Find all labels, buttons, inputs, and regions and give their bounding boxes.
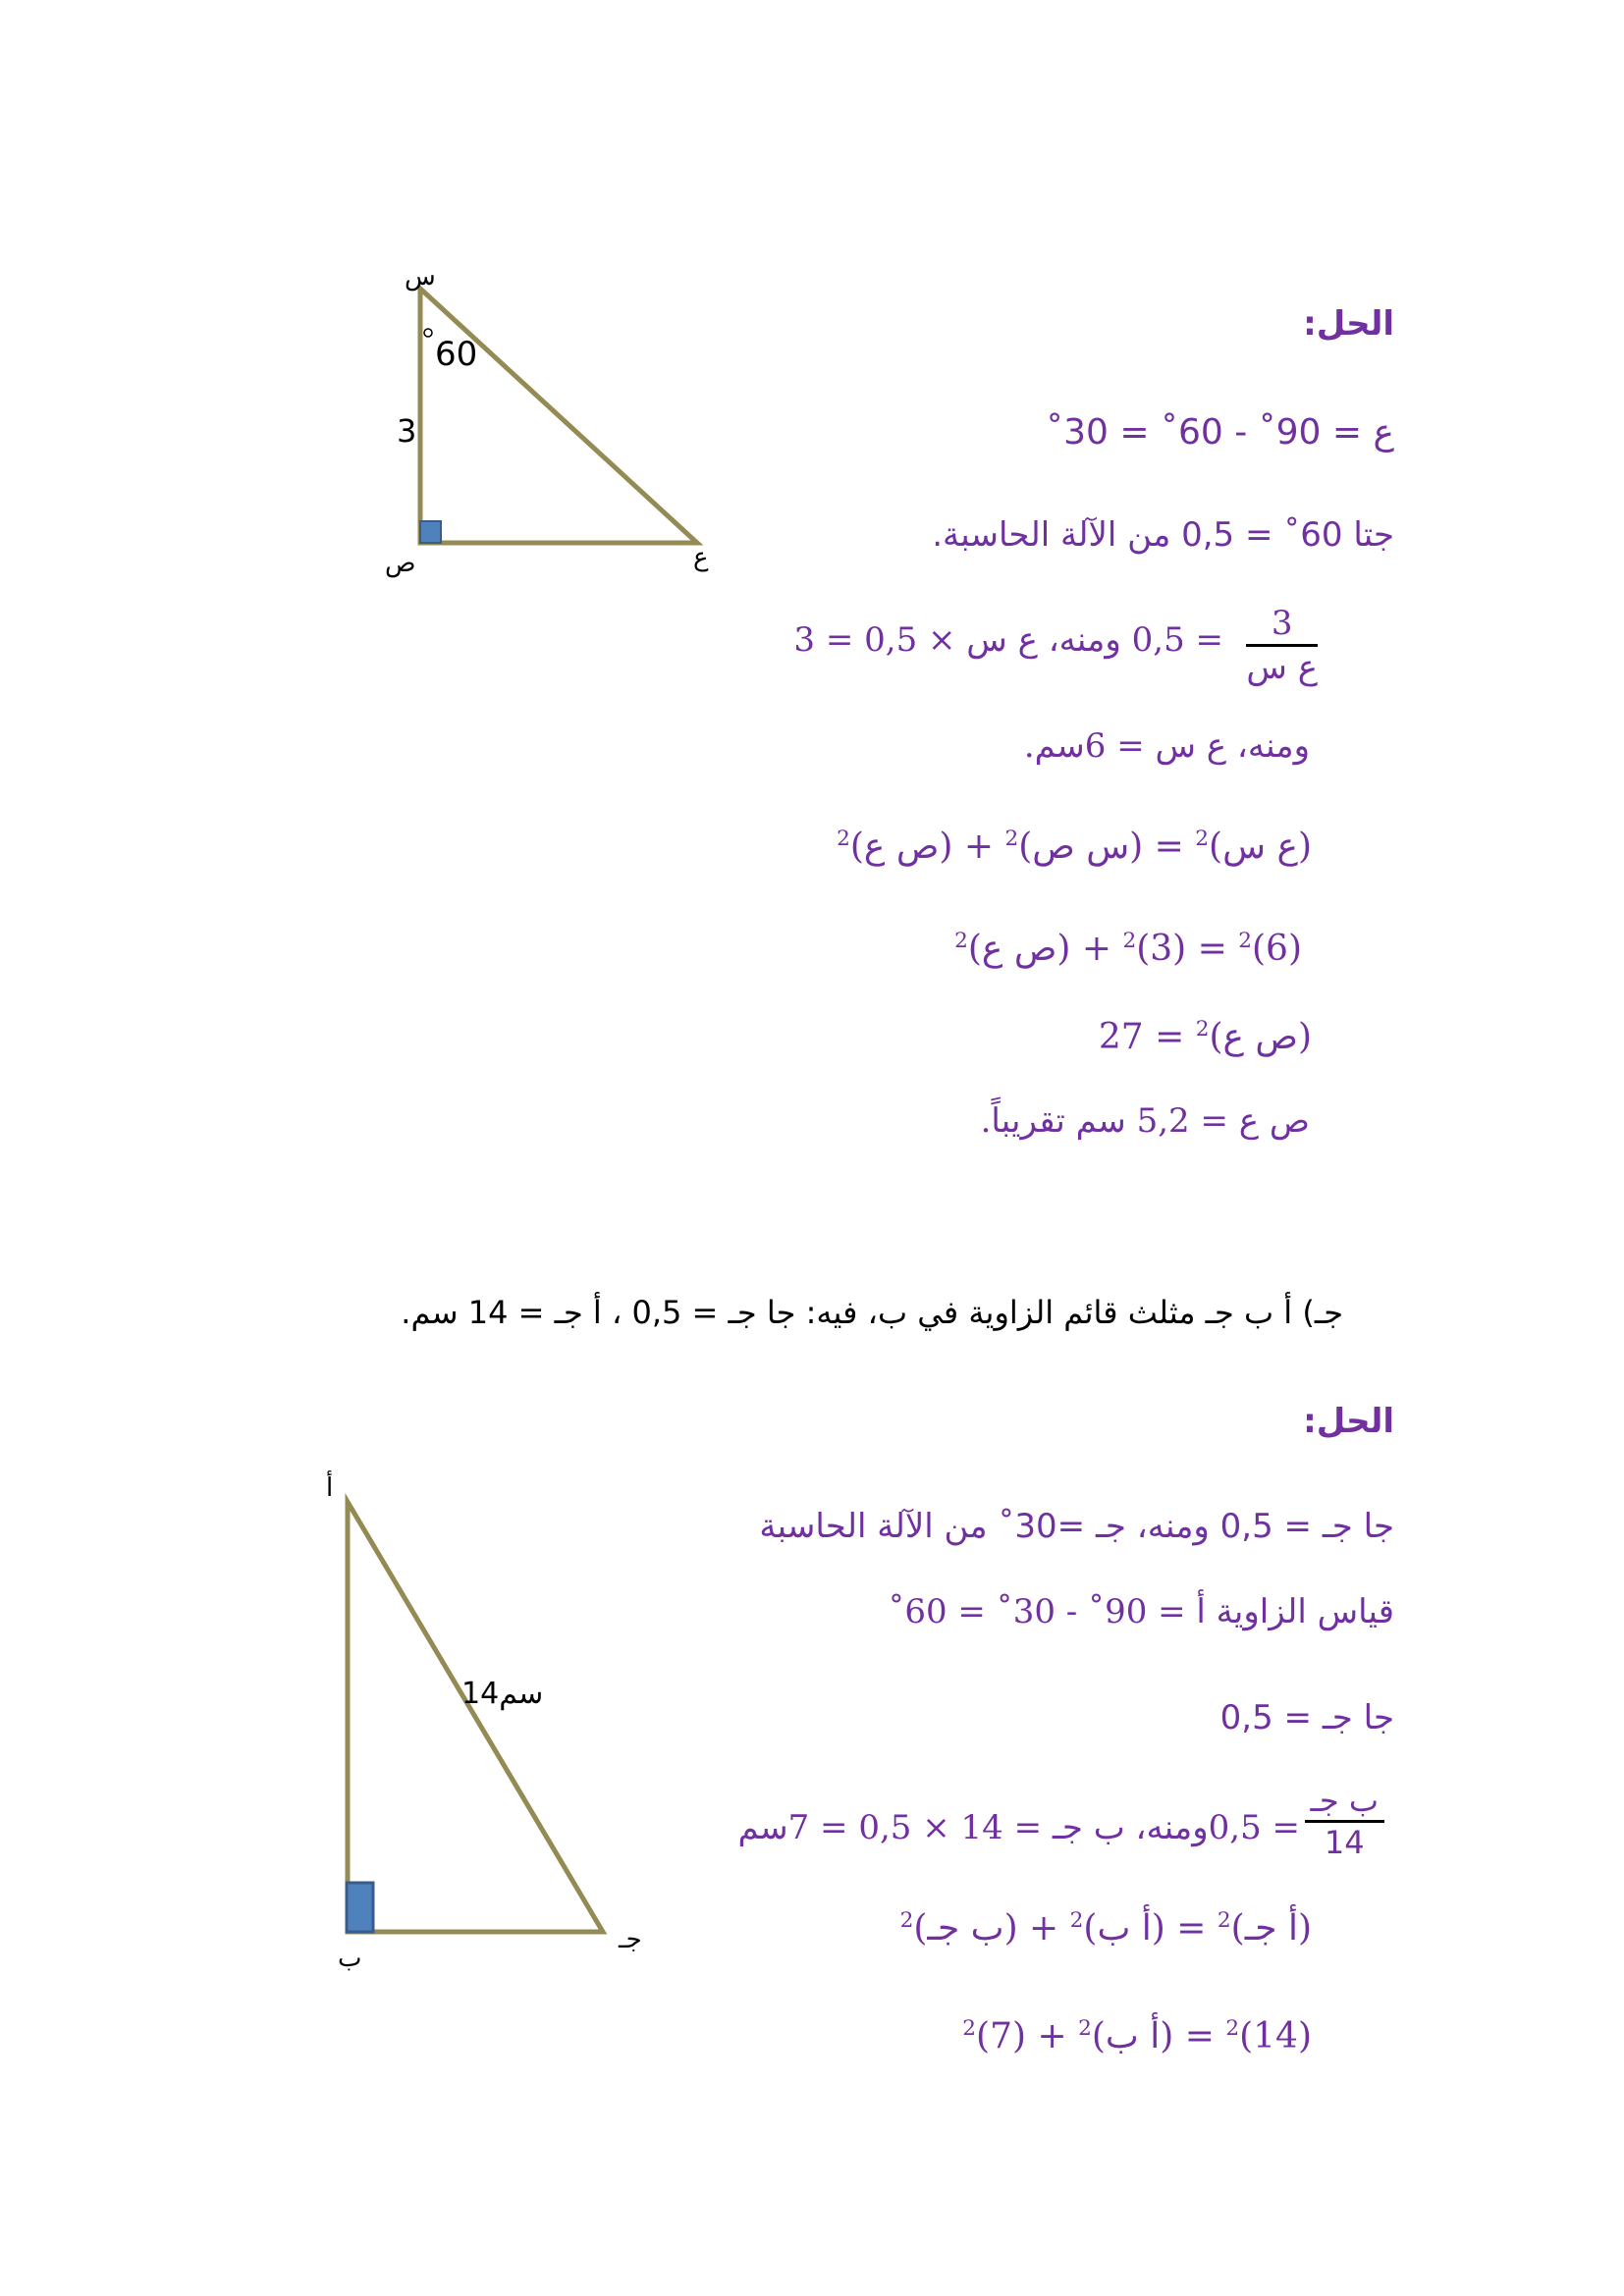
angle-label-60: 60 <box>435 335 478 374</box>
pythagoras-line-2: $(6)^2 = (3)^2$ + (ص ع)$^2$ <box>954 929 1302 969</box>
fraction-numerator-2: ب جـ <box>1305 1785 1384 1823</box>
vertex-label-sin: س <box>405 262 436 292</box>
fraction-denominator-2: 14 <box>1324 1824 1365 1861</box>
pythagoras-line-3: (ص ع)$^2$ = 27 <box>1098 1017 1312 1057</box>
triangle-figure-2 <box>326 1469 642 1973</box>
vertex-label-ba: ب <box>338 1944 362 1973</box>
vertex-label-alif: أ <box>326 1473 334 1503</box>
angle-a-line: قياس الزاوية أ = 90˚ - 30˚ = 60˚ <box>888 1592 1394 1631</box>
problem-statement: جـ) أ ب جـ مثلث قائم الزاوية في ب، فيه: جا جـ = 0,5 ، أ جـ = 14 سم. <box>401 1294 1343 1331</box>
vertex-label-ain: ع <box>693 543 709 572</box>
side-label-3: 3 <box>397 412 417 450</box>
angle-equation: ع = 90˚ - 60˚ = 30˚ <box>1046 412 1394 453</box>
triangle-1-shape <box>420 289 697 543</box>
degree-symbol <box>424 329 432 337</box>
fraction-denominator: ع س <box>1246 648 1318 687</box>
hypotenuse-label: 14سم <box>461 1677 544 1711</box>
as-result-line: ومنه، ع س = 6سم. <box>1023 726 1310 766</box>
triangle-figure-1 <box>385 262 709 578</box>
fraction-bc-over-14 <box>1305 1782 1384 1861</box>
right-angle-marker-2 <box>347 1883 373 1932</box>
sz-result-line: ص ع = 5,2 سم تقريباً. <box>980 1101 1310 1141</box>
vertex-label-sad: ص <box>385 549 416 578</box>
vertex-label-jim: جـ <box>619 1925 642 1954</box>
pythagoras-line-4: (أ جـ)$^2$ = (أ ب)$^2$ + (ب جـ)$^2$ <box>899 1908 1312 1949</box>
right-angle-marker-1 <box>420 521 441 543</box>
triangle-2-shape <box>348 1502 603 1932</box>
pythagoras-line-5: $(14)^2$ = (أ ب)$^2$ + $(7)^2$ <box>962 2016 1312 2056</box>
cos-equation-line: = 0,5 ومنه، ع س × 0,5 = 3 <box>793 620 1223 660</box>
bc-calc-line: = 0,5ومنه، ب جـ = 14 × 0,5 = 7سم <box>737 1808 1300 1847</box>
fraction-numerator: 3 <box>1246 607 1318 647</box>
solution-title-1: الحل: <box>1303 304 1394 344</box>
pythagoras-line-1: (ع س)$^2$ = (س ص)$^2$ + (ص ع)$^2$ <box>837 827 1312 867</box>
sin-c-value: جا جـ = 0,5 <box>1219 1698 1394 1737</box>
sin-c-line: جا جـ = 0,5 ومنه، جـ =30˚ من الآلة الحاسبة <box>759 1507 1394 1546</box>
fraction-3-over-as <box>1246 604 1318 687</box>
solution-title-2: الحل: <box>1303 1402 1394 1441</box>
cos-60-line: جتا 60˚ = 0,5 من الآلة الحاسبة. <box>932 515 1394 555</box>
